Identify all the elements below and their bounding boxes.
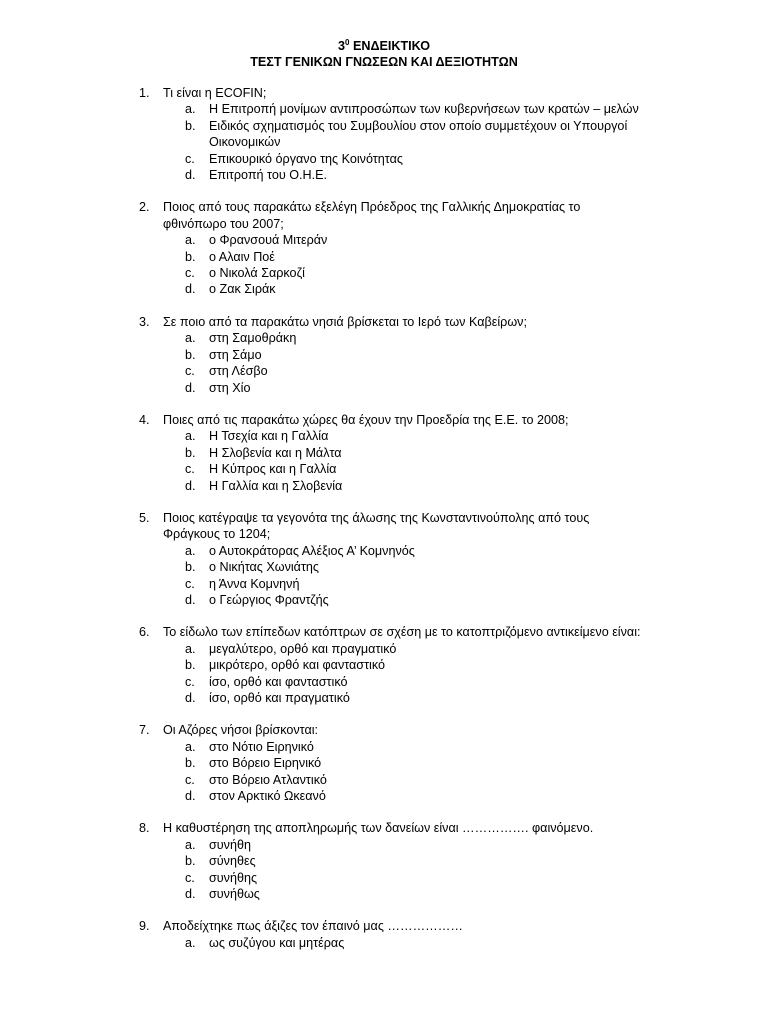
option-text: στη Σάμο [209, 347, 262, 362]
answer-option [0, 641, 649, 657]
option-text: στο Νότιο Ειρηνικό [209, 739, 314, 754]
option-text: ο Γεώργιος Φραντζής [209, 592, 329, 607]
option-letter: a. [185, 935, 196, 950]
answer-option [0, 151, 649, 167]
answer-option [0, 690, 649, 706]
option-text: Επιτροπή του Ο.Η.Ε. [209, 168, 328, 183]
page-subtitle: ΤΕΣΤ ΓΕΝΙΚΩΝ ΓΝΩΣΕΩΝ ΚΑΙ ΔΕΞΙΟΤΗΤΩΝ [250, 55, 518, 69]
option-letter: d. [185, 380, 196, 395]
option-letter: b. [185, 658, 196, 673]
option-text: ο Αλαιν Ποέ [209, 249, 275, 264]
question-stem [0, 314, 643, 330]
question-stem [0, 820, 643, 836]
option-text: συνήθης [209, 870, 258, 885]
question-text: Τι είναι η ECOFIN; [163, 86, 267, 100]
option-letter: a. [185, 429, 196, 444]
question-8 [0, 820, 768, 902]
answer-option [0, 363, 649, 379]
question-9 [0, 918, 768, 951]
answer-option [0, 576, 649, 592]
question-number: 9. [139, 919, 150, 934]
option-letter: d. [185, 691, 196, 705]
option-text: ο Αυτοκράτορας Αλέξιος Α’ Κομνηνός [209, 543, 415, 558]
option-letter: c. [185, 576, 195, 591]
option-text: ο Ζακ Σιράκ [209, 282, 276, 297]
answer-option [0, 837, 649, 853]
answer-option [0, 739, 649, 755]
answer-option [0, 559, 649, 575]
title-text: ΕΝΔΕΙΚΤΙΚΟ [349, 39, 430, 53]
option-letter: c. [185, 674, 195, 689]
option-text: ως συζύγου και μητέρας [209, 935, 345, 950]
answer-option [0, 772, 649, 788]
answer-option [0, 380, 649, 396]
option-text: στη Λέσβο [209, 364, 268, 379]
question-text: Οι Αζόρες νήσοι βρίσκονται: [163, 723, 319, 738]
option-text: Η Σλοβενία και η Μάλτα [209, 445, 342, 460]
option-letter: c. [185, 266, 195, 281]
option-letter: a. [185, 331, 196, 346]
question-2 [0, 199, 768, 297]
question-5 [0, 510, 768, 608]
option-text: ο Νικήτας Χωνιάτης [209, 560, 319, 575]
question-text: Ποιος κατέγραψε τα γεγονότα της άλωσης της Κωνσταντινούπολης από τους Φράγκους το 1204; [163, 510, 590, 542]
option-letter: c. [185, 772, 195, 787]
option-letter: a. [185, 837, 196, 852]
answer-option [0, 788, 649, 804]
question-7 [0, 722, 768, 804]
option-text: στο Βόρειο Ατλαντικό [209, 772, 327, 787]
option-letter: b. [185, 756, 196, 771]
question-text: Ποιος από τους παρακάτω εξελέγη Πρόεδρος της Γαλλικής Δημοκρατίας το φθινόπωρο του 2007; [163, 200, 581, 231]
answer-option [0, 592, 649, 608]
question-text: Ποιες από τις παρακάτω χώρες θα έχουν την Προεδρία της Ε.Ε. το 2008; [163, 412, 569, 427]
answer-option [0, 870, 649, 886]
answer-option [0, 281, 649, 297]
question-number: 1. [139, 86, 150, 100]
question-number: 3. [139, 314, 150, 329]
option-letter: d. [185, 592, 196, 607]
question-3 [0, 314, 768, 396]
answer-option [0, 330, 649, 346]
question-stem [0, 624, 643, 640]
question-stem [0, 412, 643, 428]
question-text: Το είδωλο των επίπεδων κατόπτρων σε σχέση με το κατοπτριζόμενο αντικείμενο είναι: [163, 625, 641, 640]
answer-option [0, 428, 649, 444]
answer-option [0, 543, 649, 559]
option-letter: d. [185, 478, 196, 493]
option-letter: c. [185, 870, 195, 885]
option-letter: b. [185, 560, 196, 575]
title-superscript: 0 [345, 38, 350, 47]
question-list [0, 85, 768, 967]
question-stem [0, 918, 643, 934]
option-letter: d. [185, 282, 196, 297]
question-text: Σε ποιο από τα παρακάτω νησιά βρίσκεται το Ιερό των Καβείρων; [163, 314, 527, 329]
question-stem [0, 199, 643, 232]
option-text: ο Νικολά Σαρκοζί [209, 266, 305, 281]
option-letter: d. [185, 168, 196, 183]
question-1 [0, 85, 768, 183]
option-letter: b. [185, 347, 196, 362]
option-text: σύνηθες [209, 854, 256, 869]
option-text: στον Αρκτικό Ωκεανό [209, 789, 326, 804]
question-4 [0, 412, 768, 494]
answer-option [0, 461, 649, 477]
option-letter: b. [185, 854, 196, 869]
option-text: Η Γαλλία και η Σλοβενία [209, 478, 343, 493]
option-letter: a. [185, 543, 196, 558]
option-text: συνήθως [209, 887, 260, 902]
option-letter: a. [185, 233, 196, 248]
answer-option [0, 232, 649, 248]
option-text: στη Σαμοθράκη [209, 331, 297, 346]
option-letter: c. [185, 462, 195, 477]
answer-option [0, 657, 649, 673]
answer-option [0, 935, 649, 951]
option-text: μεγαλύτερο, ορθό και πραγματικό [209, 641, 397, 656]
question-stem [0, 85, 643, 101]
answer-option [0, 118, 649, 151]
option-text: ο Φρανσουά Μιτεράν [209, 233, 328, 248]
answer-option [0, 249, 649, 265]
answer-option [0, 853, 649, 869]
option-letter: c. [185, 364, 195, 379]
answer-option [0, 674, 649, 690]
option-letter: a. [185, 641, 196, 656]
option-text: μικρότερο, ορθό και φανταστικό [209, 658, 386, 673]
option-letter: d. [185, 887, 196, 902]
question-6 [0, 624, 768, 706]
question-stem [0, 722, 643, 738]
question-number: 8. [139, 821, 150, 836]
question-number: 2. [139, 200, 150, 215]
option-letter: d. [185, 789, 196, 804]
title-number: 3 [337, 39, 345, 53]
option-letter: c. [185, 151, 195, 166]
option-text: Η Τσεχία και η Γαλλία [209, 429, 329, 444]
option-letter: a. [185, 739, 196, 754]
option-text: Η Επιτροπή μονίμων αντιπροσώπων των κυβερνήσεων των κρατών – μελών [209, 102, 639, 117]
question-number: 7. [139, 723, 150, 738]
option-text: στη Χίο [209, 380, 251, 395]
question-number: 5. [139, 510, 150, 525]
option-text: συνήθη [209, 837, 251, 852]
option-text: η Άννα Κομνηνή [209, 576, 300, 591]
answer-option [0, 445, 649, 461]
option-letter: b. [185, 118, 196, 133]
question-stem [0, 510, 643, 543]
option-text: ίσο, ορθό και πραγματικό [209, 691, 350, 705]
option-letter: a. [185, 102, 196, 117]
option-letter: b. [185, 445, 196, 460]
question-text: Η καθυστέρηση της αποπληρωμής των δανείων είναι ……………. φαινόμενο. [163, 821, 594, 836]
answer-option [0, 478, 649, 494]
option-text: στο Βόρειο Ειρηνικό [209, 756, 322, 771]
answer-option [0, 265, 649, 281]
answer-option [0, 167, 649, 183]
question-number: 6. [139, 625, 150, 640]
answer-option [0, 886, 649, 902]
question-text: Αποδείχτηκε πως άξιζες τον έπαινό μας ……………… [163, 919, 463, 934]
answer-option [0, 347, 649, 363]
option-text: ίσο, ορθό και φανταστικό [209, 674, 348, 689]
option-text: Επικουρικό όργανο της Κοινότητας [209, 151, 403, 166]
page-title [0, 38, 768, 54]
question-number: 4. [139, 412, 150, 427]
option-letter: b. [185, 249, 196, 264]
option-text: Ειδικός σχηματισμός του Συμβουλίου στον οποίο συμμετέχουν οι Υπουργοί Οικονομικών [209, 118, 628, 150]
option-text: Η Κύπρος και η Γαλλία [209, 462, 337, 477]
answer-option [0, 101, 649, 117]
answer-option [0, 755, 649, 771]
